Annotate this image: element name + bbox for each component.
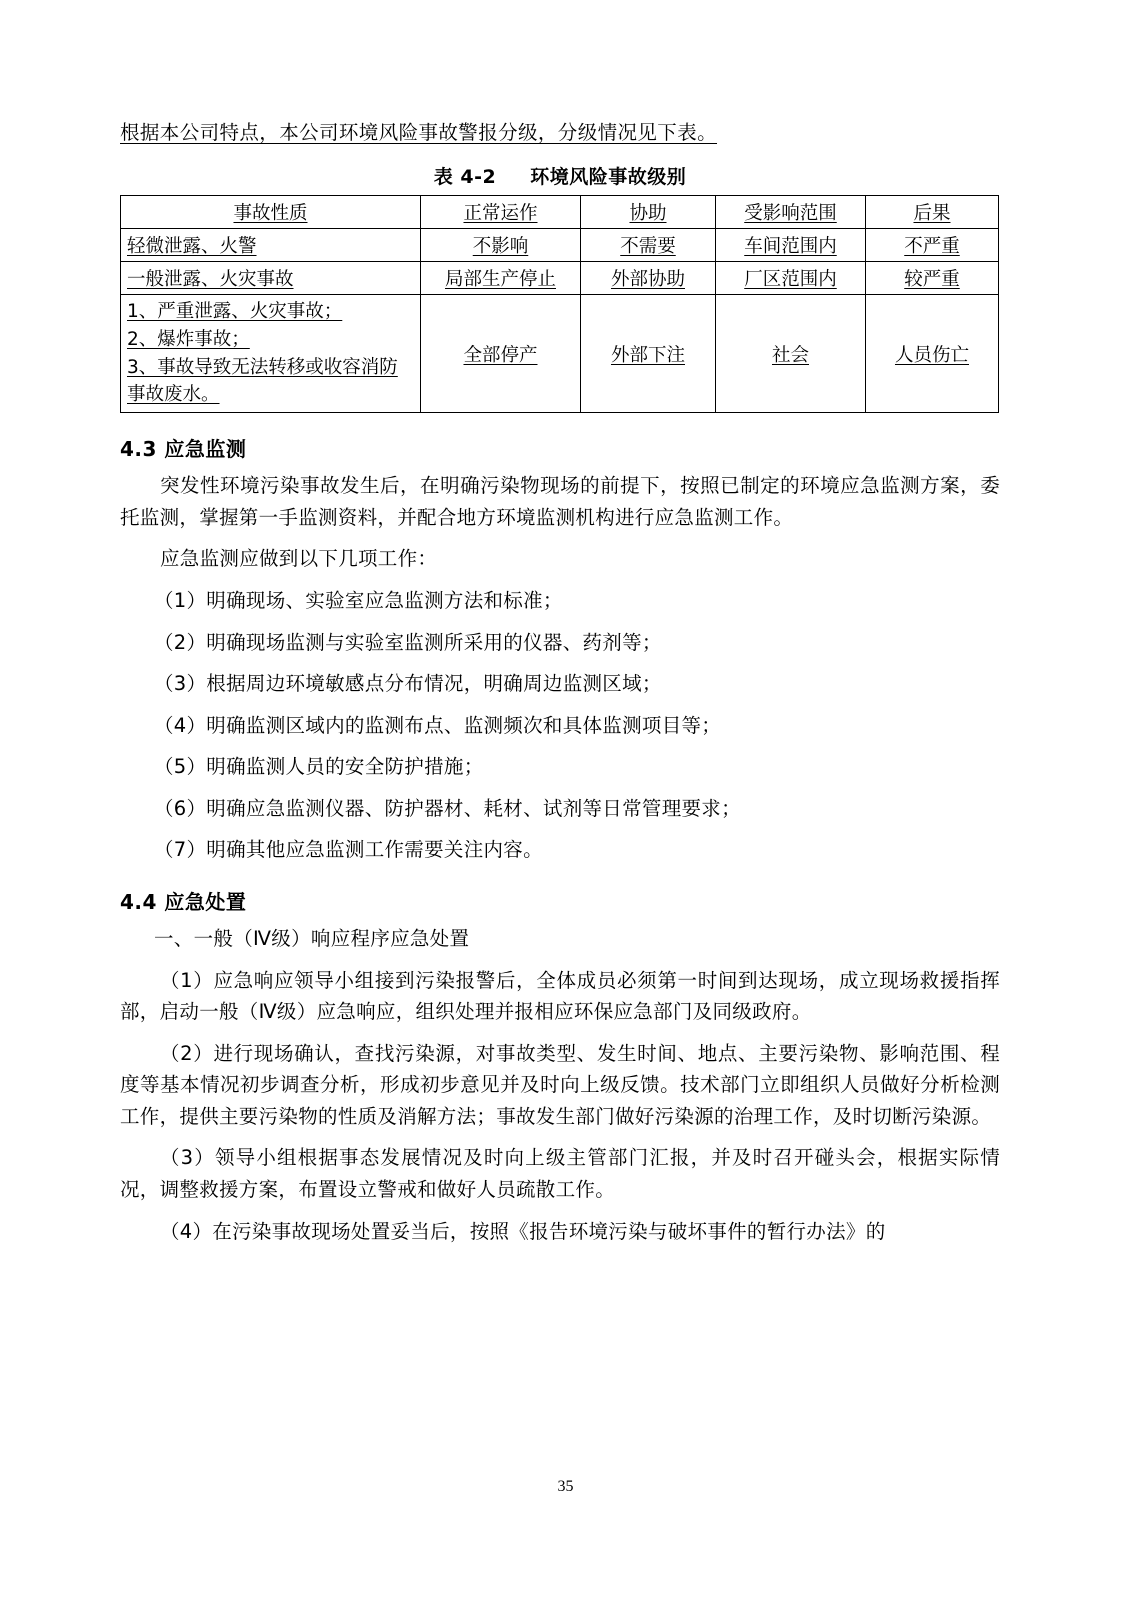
table-caption [120, 162, 1000, 189]
table-caption-number: 表 4-2 [433, 166, 497, 189]
list-item: （2）明确现场监测与实验室监测所采用的仪器、药剂等； [154, 630, 662, 654]
table-cell-scope: 车间范围内 [716, 229, 866, 262]
table-cell-nature: 一般泄露、火灾事故 [121, 262, 421, 295]
table-caption-title: 环境风险事故级别 [530, 166, 687, 189]
table-header-row [121, 196, 999, 229]
table-cell-result: 不严重 [866, 229, 999, 262]
lead-sentence: 根据本公司特点，本公司环境风险事故警报分级，分级情况见下表。 [120, 121, 718, 144]
table-header-cell: 受影响范围 [716, 196, 866, 229]
list-item: （6）明确应急监测仪器、防护器材、耗材、试剂等日常管理要求； [154, 796, 741, 820]
list-item: （1）明确现场、实验室应急监测方法和标准； [154, 588, 563, 612]
table-row [121, 262, 999, 295]
section-4-4-paragraph: （1）应急响应领导小组接到污染报警后，全体成员必须第一时间到达现场，成立现场救援指挥部，启动一般（Ⅳ级）应急响应，组织处理并报相应环保应急部门及同级政府。 [120, 968, 1000, 1024]
table-cell-operation: 局部生产停止 [421, 262, 581, 295]
page-content [120, 118, 1000, 1249]
table-cell-nature: 1、严重泄露、火灾事故； 2、爆炸事故； 3、事故导致无法转移或收容消防事故废水。 [121, 295, 421, 413]
section-4-3-paragraph-2: 应急监测应做到以下几项工作： [160, 547, 438, 571]
table-cell-scope: 社会 [716, 295, 866, 413]
table-cell-result: 人员伤亡 [866, 295, 999, 413]
table-cell-scope: 厂区范围内 [716, 262, 866, 295]
section-heading-4-3: 4.3 应急监测 [120, 437, 247, 462]
list-item: （3）根据周边环境敏感点分布情况，明确周边监测区域； [154, 672, 662, 696]
table-header-cell: 正常运作 [421, 196, 581, 229]
table-cell-assist: 外部协助 [581, 262, 716, 295]
section-4-4-subheading: 一、一般（Ⅳ级）响应程序应急处置 [154, 927, 470, 950]
list-item: （7）明确其他应急监测工作需要关注内容。 [154, 838, 543, 862]
table-cell-operation: 全部停产 [421, 295, 581, 413]
table-cell-result: 较严重 [866, 262, 999, 295]
section-4-4-paragraph: （2）进行现场确认，查找污染源，对事故类型、发生时间、地点、主要污染物、影响范围、程度等基本情况初步调查分析，形成初步意见并及时向上级反馈。技术部门立即组织人员做好分析检测工作，提供主要污染物的性质及消解方法；事故发生部门做好污染源的治理工作，及时切断污染源。 [120, 1041, 1000, 1128]
table-cell-nature: 轻微泄露、火警 [121, 229, 421, 262]
risk-level-table [120, 195, 999, 413]
table-header-cell: 事故性质 [121, 196, 421, 229]
page-number: 35 [557, 1478, 574, 1495]
table-cell-assist: 外部下注 [581, 295, 716, 413]
list-item: （5）明确监测人员的安全防护措施； [154, 755, 484, 779]
table-cell-operation: 不影响 [421, 229, 581, 262]
table-header-cell: 后果 [866, 196, 999, 229]
section-4-3-paragraph-1: 突发性环境污染事故发生后，在明确污染物现场的前提下，按照已制定的环境应急监测方案，委托监测，掌握第一手监测资料，并配合地方环境监测机构进行应急监测工作。 [120, 474, 1000, 529]
section-4-4-paragraph: （4）在污染事故现场处置妥当后，按照《报告环境污染与破坏事件的暂行办法》的 [160, 1219, 886, 1243]
section-4-4-paragraph: （3）领导小组根据事态发展情况及时向上级主管部门汇报，并及时召开碰头会，根据实际情况，调整救援方案，布置设立警戒和做好人员疏散工作。 [120, 1146, 1000, 1202]
table-row [121, 295, 999, 413]
list-item: （4）明确监测区域内的监测布点、监测频次和具体监测项目等； [154, 713, 722, 737]
section-heading-4-4: 4.4 应急处置 [120, 890, 247, 914]
table-cell-assist: 不需要 [581, 229, 716, 262]
table-header-cell: 协助 [581, 196, 716, 229]
table-row [121, 229, 999, 262]
